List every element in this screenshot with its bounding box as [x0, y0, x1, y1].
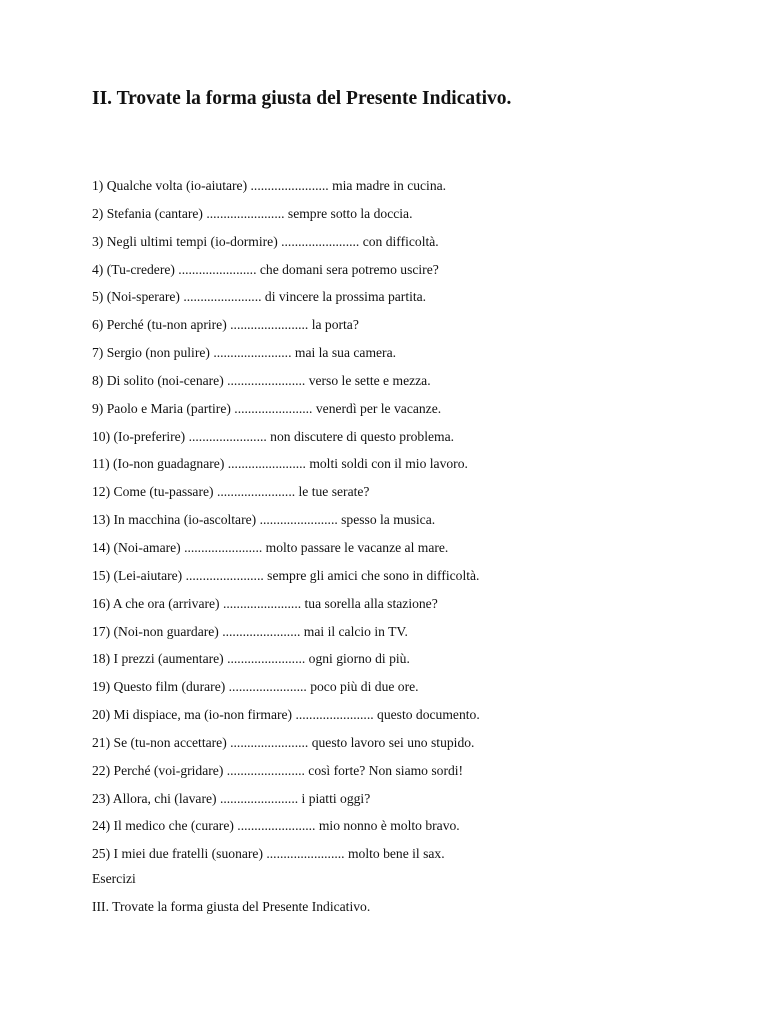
exercise-item-6: 6) Perché (tu-non aprire) ....................... la porta?	[92, 317, 359, 333]
exercise-item-13: 13) In macchina (io-ascoltare) ....................... spesso la musica.	[92, 512, 436, 528]
exercise-item-15: 15) (Lei-aiutare) ....................... sempre gli amici che sono in difficoltà.	[92, 567, 480, 583]
exercise-item-3: 3) Negli ultimi tempi (io-dormire) ....................... con difficoltà.	[92, 233, 439, 249]
exercise-item-20: 20) Mi dispiace, ma (io-non firmare) ....................... questo documento.	[92, 707, 480, 723]
exercise-heading: II. Trovate la forma giusta del Presente Indicativo.	[92, 88, 512, 109]
exercise-item-4: 4) (Tu-credere) ....................... che domani sera potremo uscire?	[92, 261, 439, 277]
exercise-item-23: 23) Allora, chi (lavare) ....................... i piatti oggi?	[92, 790, 371, 806]
exercise-item-9: 9) Paolo e Maria (partire) ....................... venerdì per le vacanze.	[92, 400, 442, 416]
exercise-list	[92, 172, 480, 868]
exercise-item-11: 11) (Io-non guadagnare) ....................... molti soldi con il mio lavoro.	[92, 456, 468, 472]
exercise-item-24: 24) Il medico che (curare) ....................... mio nonno è molto bravo.	[92, 818, 460, 834]
exercise-item-22: 22) Perché (voi-gridare) ....................... così forte? Non siamo sordi!	[92, 762, 464, 778]
exercise-item-25: 25) I miei due fratelli (suonare) ....................... molto bene il sax.	[92, 846, 445, 862]
exercise-item-18: 18) I prezzi (aumentare) ....................... ogni giorno di più.	[92, 651, 410, 667]
exercise-item-8: 8) Di solito (noi-cenare) ....................... verso le sette e mezza.	[92, 372, 431, 388]
section-label: Esercizi	[92, 871, 136, 886]
exercise-item-16: 16) A che ora (arrivare) ....................... tua sorella alla stazione?	[92, 595, 438, 611]
exercise-item-2: 2) Stefania (cantare) ....................... sempre sotto la doccia.	[92, 205, 413, 221]
next-exercise-title: III. Trovate la forma giusta del Presente Indicativo.	[92, 899, 371, 914]
exercise-item-7: 7) Sergio (non pulire) ....................... mai la sua camera.	[92, 345, 397, 361]
exercise-item-12: 12) Come (tu-passare) ....................... le tue serate?	[92, 484, 370, 500]
exercise-item-1: 1) Qualche volta (io-aiutare) ....................... mia madre in cucina.	[92, 178, 447, 193]
exercise-item-10: 10) (Io-preferire) ....................... non discutere di questo problema.	[92, 428, 455, 444]
exercise-item-19: 19) Questo film (durare) ....................... poco più di due ore.	[92, 679, 419, 695]
exercise-item-14: 14) (Noi-amare) ....................... molto passare le vacanze al mare.	[92, 539, 449, 555]
exercise-item-5: 5) (Noi-sperare) ....................... di vincere la prossima partita.	[92, 289, 427, 305]
exercise-item-17: 17) (Noi-non guardare) ....................... mai il calcio in TV.	[92, 623, 408, 639]
exercise-item-21: 21) Se (tu-non accettare) ....................... questo lavoro sei uno stupido.	[92, 734, 475, 750]
